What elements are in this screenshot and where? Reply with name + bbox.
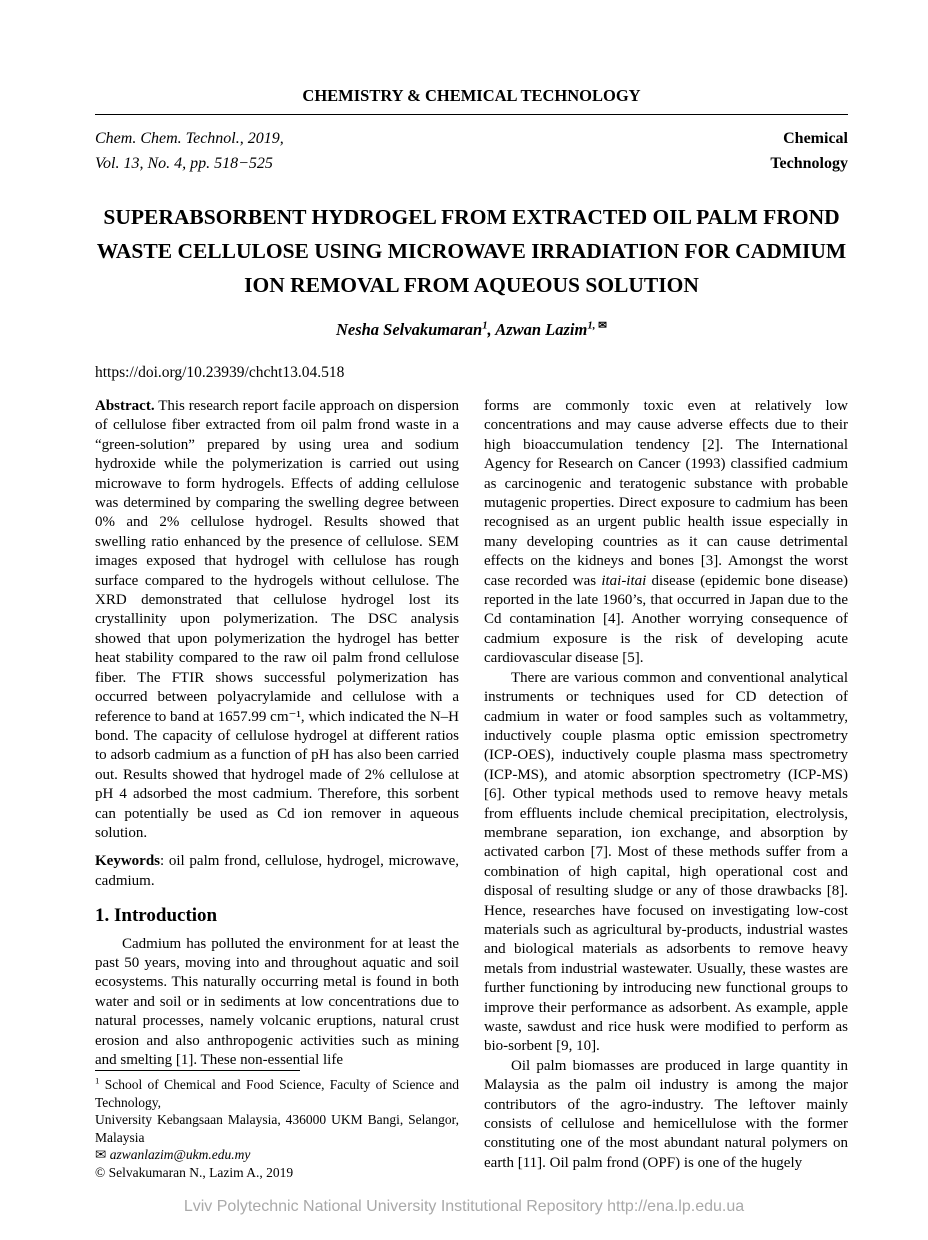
corresponding-author-mail-icon: ✉ — [598, 319, 608, 332]
body-paragraph-2: There are various common and conventional analytical instruments or techniques used for CD detection of cadmium in water or food samples such as voltammetry, inductively couple plasma optic emission spectrometry (ICP-OES), inductively couple plasma mass spectrometry (ICP-MS), and atomic absorption spectrometry (ICP-MS) [6]. Other typical methods used to remove heavy metals from effluents include chemical precipitation, electrolysis, membrane separation, ion exchange, and absorption by activated carbon [7]. Most of these methods suffer from a combination of high capital, high operational cost and disposal of resulting sludge or any of those drawbacks [8]. Hence, researches have focused on investigating low-cost materials such as agricultural by-products, industrial wastes and biological materials as adsorbents to remove heavy metals from industrial wastewater. Usually, these wastes are further functioning by introducing new functional groups to improve their performance as adsorbent. As example, apple waste, sawdust and rice husk were modified to perform as bio-sorbent [9, 10]. — [484, 669, 848, 1055]
author-1-superscript: 1 — [482, 319, 488, 332]
footnote-affiliation-1 — [95, 1076, 459, 1111]
doi-link[interactable]: https://doi.org/10.23939/chcht13.04.518 — [95, 364, 345, 381]
article-title: SUPERABSORBENT HYDROGEL FROM EXTRACTED OIL PALM FROND WASTE CELLULOSE USING MICROWAVE IRRADIATION FOR CADMIUM ION REMOVAL FROM AQUEOUS SOLUTION — [96, 205, 847, 297]
journal-banner: CHEMISTRY & CHEMICAL TECHNOLOGY — [95, 86, 848, 115]
footnote-email-line — [95, 1146, 459, 1164]
authors-line — [95, 320, 848, 340]
citation-block — [95, 126, 284, 176]
abstract-text: This research report facile approach on dispersion of cellulose fiber extracted from oil palm frond waste in a “green-solution” prepared by using urea and sodium hydroxide while the polymerization is carried out using microwave to form hydrogels. Effects of adding cellulose was determined by comparing the swelling degree between 0% and 2% cellulose hydrogel. Results showed that swelling ratio enhanced by the presence of cellulose. SEM images exposed that hydrogel with cellulose has rough surface compared to the hydrogels without cellulose. The XRD demonstrated that cellulose hydrogel lost its crystallinity upon polymerization. The DSC analysis showed that upon polymerization the hydrogel has better heat stability compared to the raw oil palm frond cellulose fiber. The FTIR shows successful polymerization has occurred between polyacrylamide and cellulose with a reference to band at 1657.99 cm⁻¹, which indicated the N–H bond. The capacity of cellulose hydrogel at different ratios to adsorb cadmium as a function of pH has also been carried out. Results showed that hydrogel made of 2% cellulose at pH 4 adsorbed the most cadmium. Therefore, this sorbent can potentially be used as Cd ion remover in aqueous solution. — [95, 398, 459, 841]
keywords-label: Keywords — [95, 853, 160, 870]
author-1: Nesha Selvakumaran — [335, 320, 483, 339]
keywords-paragraph — [95, 852, 459, 891]
left-column — [95, 397, 459, 1180]
paragraph-1-italic-term: itai-itai — [601, 572, 647, 589]
author-2-sup-number: 1, — [587, 319, 599, 332]
footnote — [95, 1070, 459, 1181]
footnote-affiliation-1-text: School of Chemical and Food Science, Faculty of Science and Technology, — [95, 1077, 459, 1110]
keywords-text: : oil palm frond, cellulose, hydrogel, microwave, cadmium. — [95, 853, 459, 889]
abstract-paragraph — [95, 397, 459, 843]
masthead — [95, 126, 848, 176]
paragraph-1-text-a: forms are commonly toxic even at relatively low concentrations and may cause adverse effects due to their high bioaccumulation tendency [2]. The International Agency for Research on Cancer (1993) classified cadmium as carcinogenic and teratogenic substance with probable mutagenic properties. Direct exposure to cadmium has been recognised as an urgent public health issue especially in many developing countries as it can cause detrimental effects on the kidneys and bones [3]. Amongst the worst case recorded was — [484, 398, 848, 589]
footnote-email[interactable]: azwanlazim@ukm.edu.my — [109, 1147, 251, 1163]
introduction-heading: 1. Introduction — [95, 905, 218, 927]
footnote-superscript: 1 — [95, 1075, 100, 1086]
email-icon: ✉ — [95, 1147, 107, 1163]
footnote-copyright: © Selvakumaran N., Lazim A., 2019 — [95, 1164, 294, 1180]
citation-line-2: Vol. 13, No. 4, pp. 518−525 — [95, 155, 273, 172]
citation-line-1: Chem. Chem. Technol., 2019, — [95, 130, 284, 147]
paragraph-1-text-b: disease (epidemic bone disease) reported in the late 1960’s, that occurred in Japan due to the Cd contamination [4]. Another worrying consequence of cadmium exposure is the risk of developing acute cardiovascular disease [5]. — [484, 572, 848, 667]
author-separator: , — [487, 320, 496, 339]
footnote-divider — [95, 1070, 300, 1071]
body-paragraph-1 — [484, 397, 848, 669]
footnote-affiliation-2: University Kebangsaan Malaysia, 436000 UKM Bangi, Selangor, Malaysia — [95, 1112, 459, 1145]
body-paragraph-3: Oil palm biomasses are produced in large quantity in Malaysia as the palm oil industry is among the major contributors of the agro-industry. The leftover mainly consists of cellulose and hemicellulose with the former constituting one of the most abundant natural polymers on earth [11]. Oil palm frond (OPF) is one of the hugely — [484, 1057, 848, 1171]
brand-line-2: Technology — [770, 155, 848, 172]
article-body — [95, 397, 848, 1180]
brand-line-1: Chemical — [783, 130, 848, 147]
author-2-superscript — [587, 320, 607, 332]
repository-footer: Lviv Polytechnic National University Institutional Repository http://ena.lp.edu.ua — [183, 1198, 745, 1215]
journal-brand — [770, 126, 848, 176]
introduction-paragraph: Cadmium has polluted the environment for at least the past 50 years, moving into and throughout aquatic and soil ecosystems. This naturally occurring metal is found in both water and soil or in sediments at low concentrations due to natural processes, namely volcanic eruptions, natural crust erosion and also anthropogenic activities such as mining and smelting [1]. These non-essential life — [95, 935, 459, 1068]
right-column — [484, 397, 848, 1171]
author-2: Azwan Lazim — [495, 320, 588, 339]
abstract-label: Abstract. — [95, 398, 155, 414]
